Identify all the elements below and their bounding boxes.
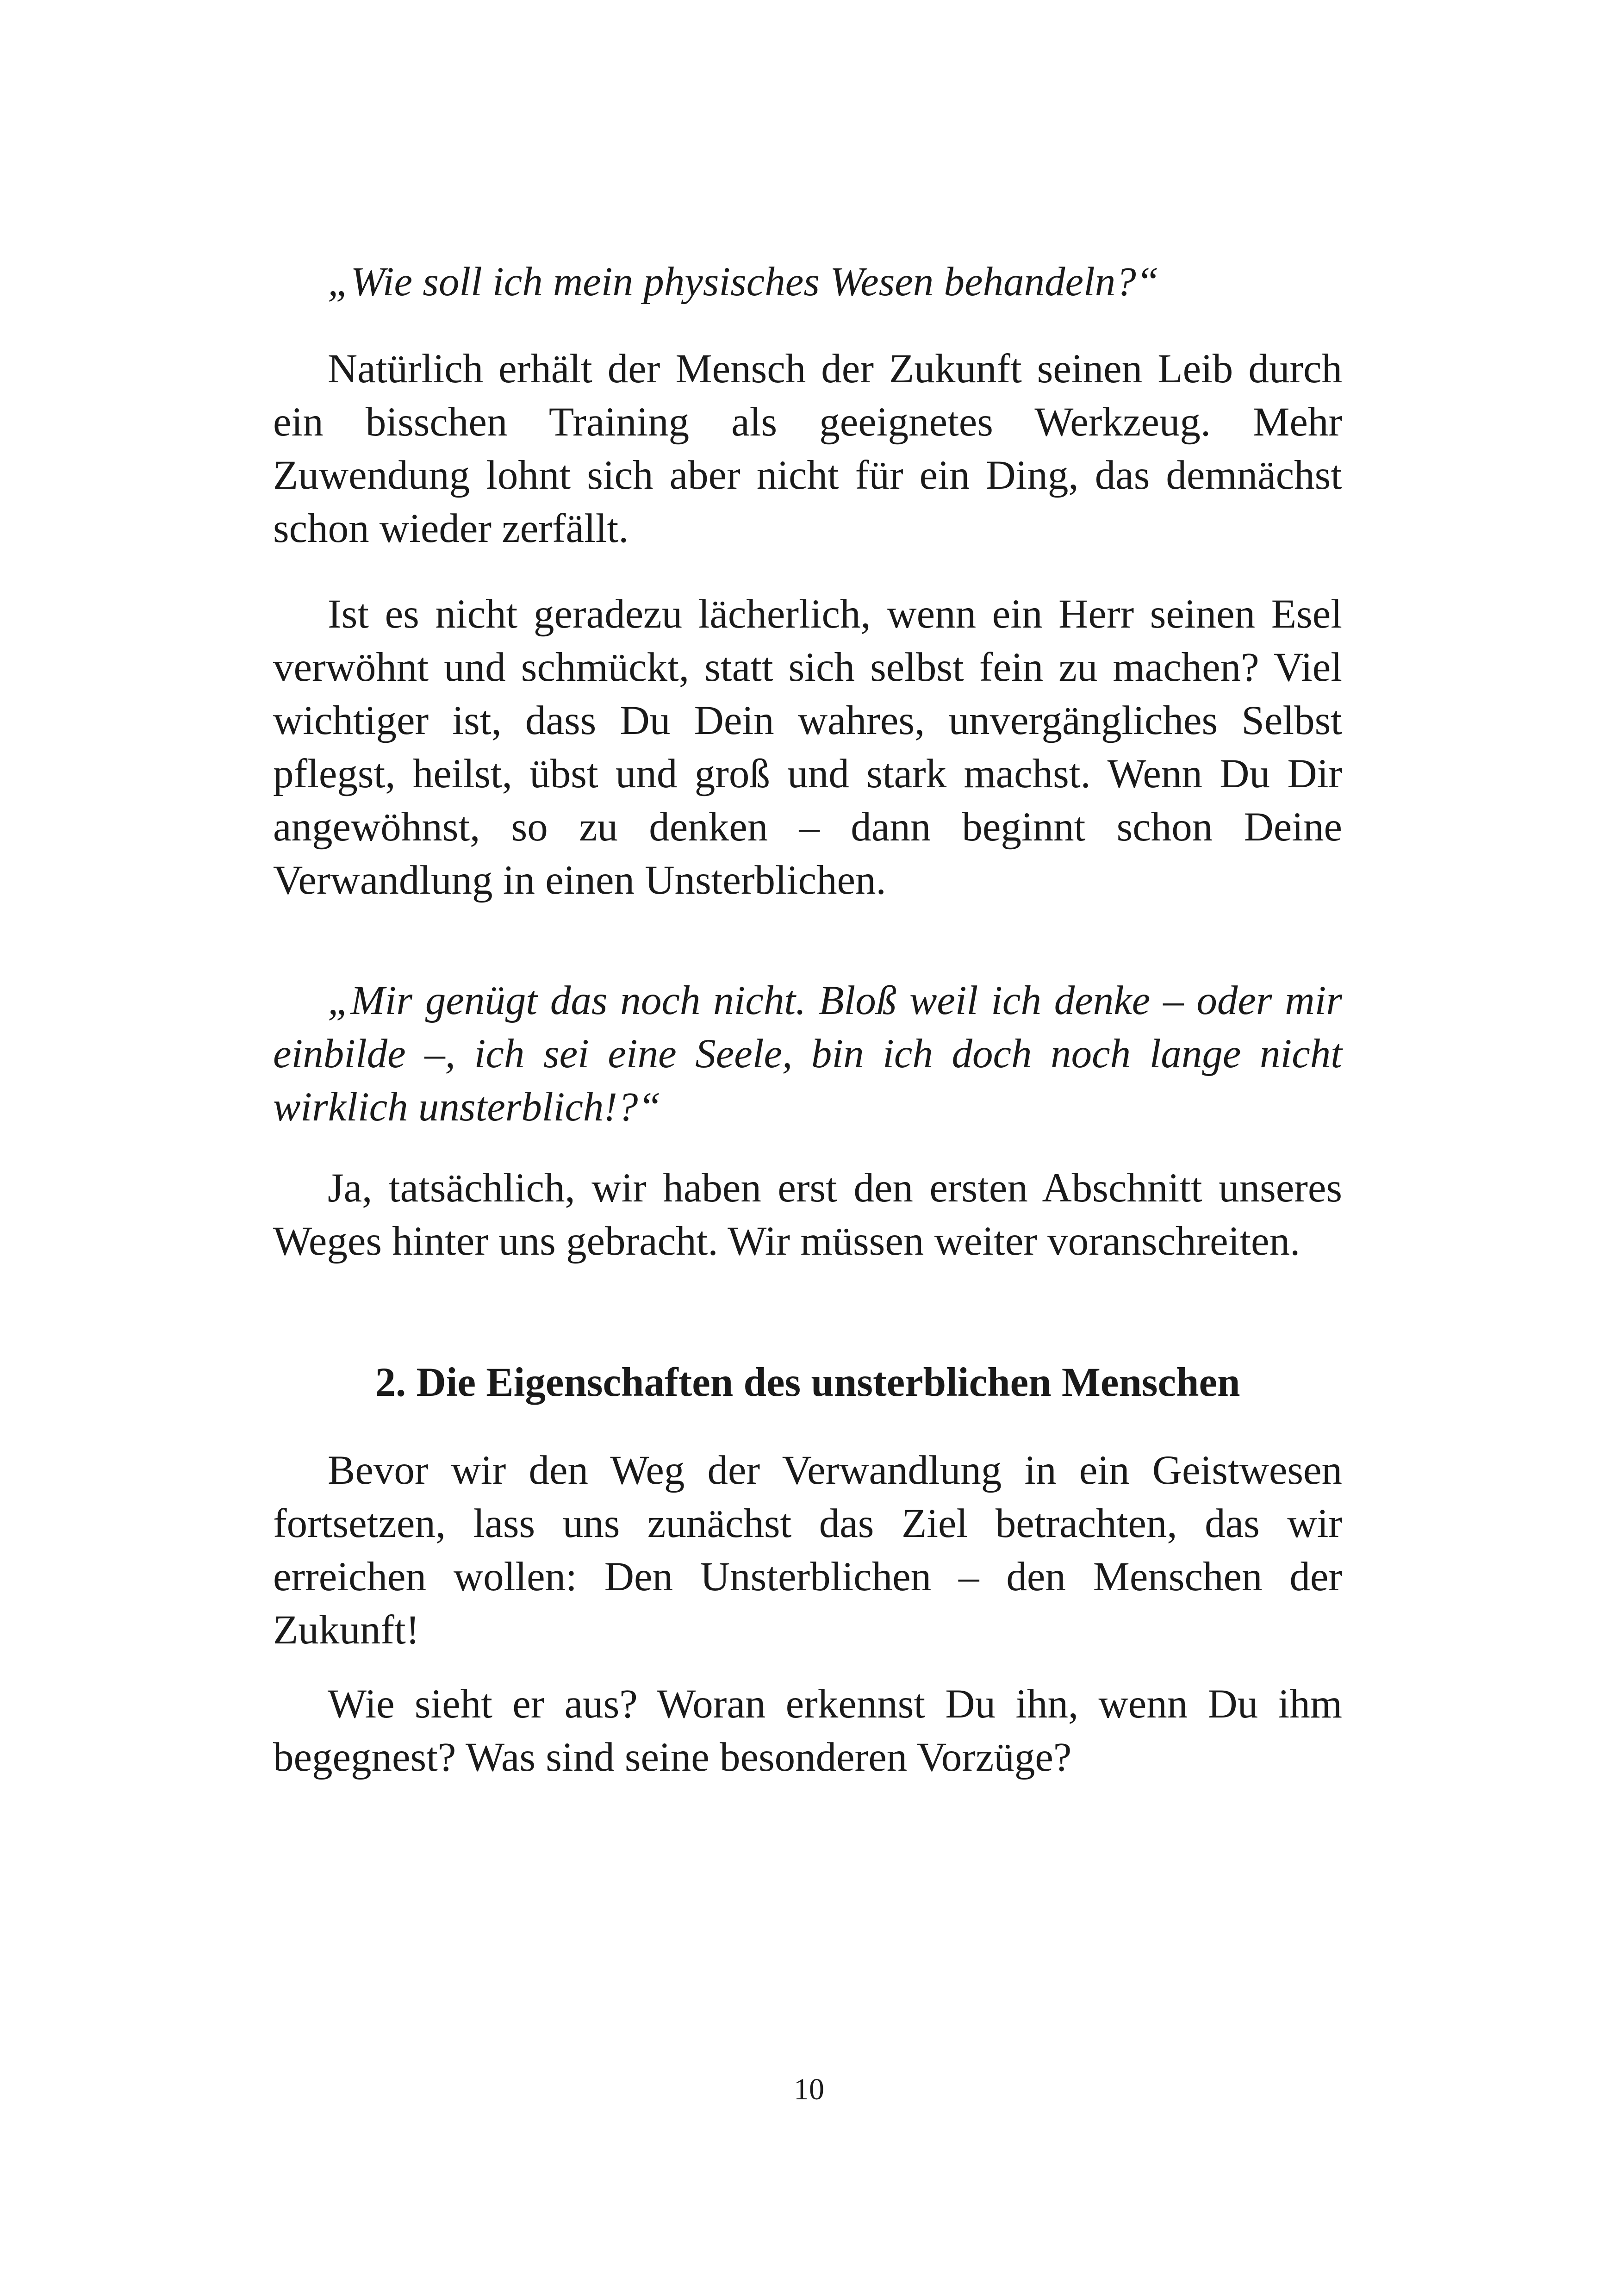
- paragraph-body-training: Natürlich erhält der Mensch der Zukunft seinen Leib durch ein bisschen Training als geeignetes Werkzeug. Mehr Zuwendung lohnt sich aber nicht für ein Ding, das demnächst schon wieder zerfällt.: [273, 346, 1342, 551]
- page-number: 10: [794, 2072, 824, 2106]
- paragraph-questions: Wie sieht er aus? Woran erkennst Du ihn, wenn Du ihm begegnest? Was sind seine besonderen Vorzüge?: [273, 1681, 1342, 1780]
- quote-physical-being: „Wie soll ich mein physisches Wesen behandeln?“: [328, 259, 1159, 305]
- paragraph-first-section: Ja, tatsächlich, wir haben erst den ersten Abschnitt unseres Weges hinter uns gebracht. Wir müssen weiter voranschreiten.: [273, 1165, 1342, 1264]
- paragraph-goal: Bevor wir den Weg der Verwandlung in ein Geistwesen fortsetzen, lass uns zunächst das Ziel betrachten, das wir erreichen wollen: Den Unsterblichen – den Menschen der Zukunft!: [273, 1448, 1342, 1653]
- paragraph-donkey-analogy: Ist es nicht geradezu lächerlich, wenn ein Herr seinen Esel verwöhnt und schmückt, statt sich selbst fein zu machen? Viel wichtiger ist, dass Du Dein wahres, unvergängliches Selbst pflegst, heilst, übst und groß und stark machst. Wenn Du Dir angewöhnst, so zu denken – dann beginnt schon Deine Verwandlung in einen Unsterblichen.: [273, 591, 1342, 903]
- section-heading: 2. Die Eigenschaften des unsterblichen Menschen: [375, 1360, 1240, 1405]
- quote-not-enough: „Mir genügt das noch nicht. Bloß weil ich denke – oder mir einbilde –, ich sei eine Seele, bin ich doch noch lange nicht wirklich unsterblich!?“: [273, 978, 1342, 1130]
